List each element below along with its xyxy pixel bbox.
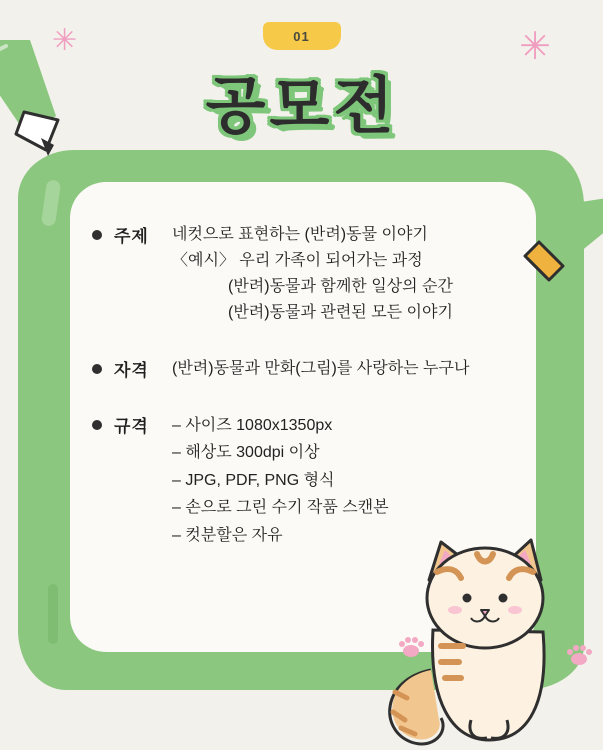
section-line: – 손으로 그린 수기 작품 스캔본 (172, 499, 389, 517)
section-line: – 컷분할은 자유 (172, 526, 283, 544)
section-label-spec: 규격 (114, 416, 149, 436)
pencil-icon (0, 38, 82, 158)
bullet-icon (92, 230, 102, 240)
content-list (92, 222, 532, 549)
section-line: 네컷으로 표현하는 (반려)동물 이야기 (172, 226, 428, 243)
cat-illustration (371, 520, 591, 750)
section-line: – 사이즈 1080x1350px (172, 416, 333, 434)
section-line: – 해상도 300dpi 이상 (172, 444, 320, 462)
section-line: – JPG, PDF, PNG 형식 (172, 471, 335, 489)
section-line: (반려)동물과 함께한 일상의 순간 (228, 277, 453, 295)
page-title: 공모전 (205, 72, 398, 141)
section-label-eligibility: 자격 (114, 360, 149, 380)
section-label-topic: 주제 (114, 227, 149, 246)
section-lines-topic (172, 222, 532, 326)
bullet-icon (92, 420, 102, 430)
section-lines-eligibility (172, 356, 532, 382)
list-item (92, 222, 532, 326)
section-number-badge: 01 (263, 22, 341, 50)
star-decoration-left: ✳ (52, 24, 78, 57)
star-decoration-right: ✳ (519, 26, 551, 68)
list-item (92, 356, 532, 382)
section-line: (반려)동물과 만화(그림)를 사랑하는 누구나 (172, 359, 470, 377)
section-line: (반려)동물과 관련된 모든 이야기 (228, 303, 453, 321)
section-line: 〈예시〉 우리 가족이 되어가는 과정 (172, 251, 423, 269)
bullet-icon (92, 364, 102, 374)
